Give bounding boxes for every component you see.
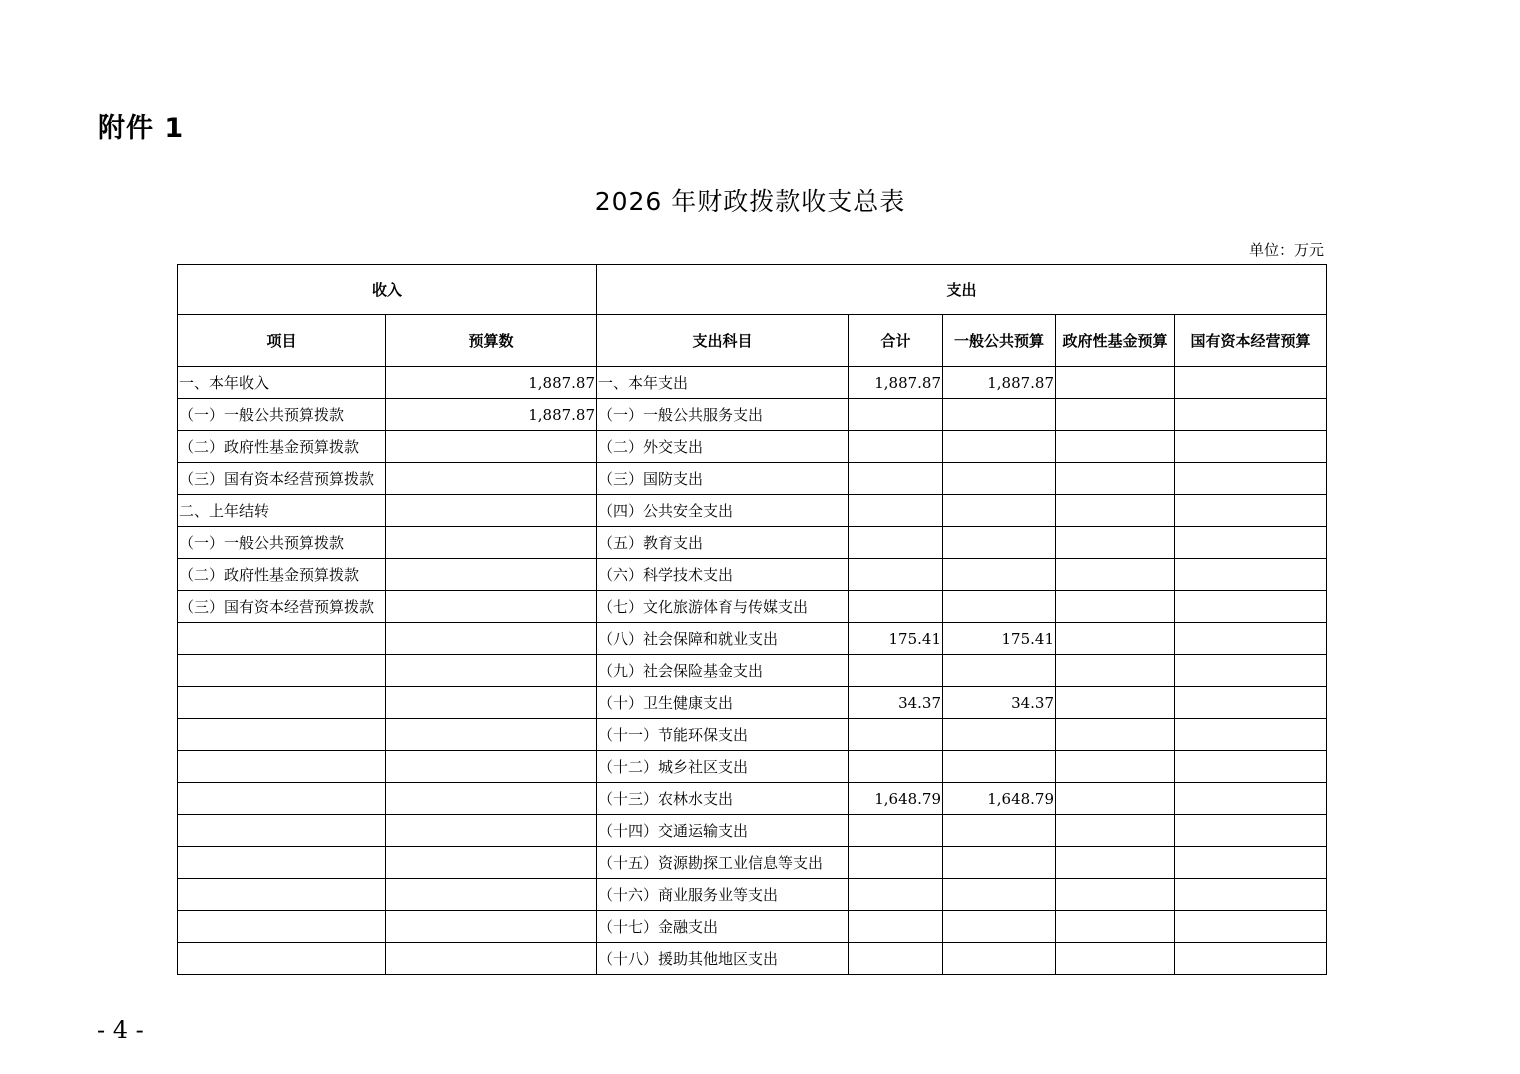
- state-capital-budget-cell: [1175, 719, 1327, 751]
- expense-subject-cell: （八）社会保障和就业支出: [597, 623, 849, 655]
- table-row: [178, 591, 1327, 623]
- income-item-cell: [178, 815, 386, 847]
- item-column-header: 项目: [178, 315, 386, 367]
- income-item-cell: [178, 847, 386, 879]
- income-budget-cell: [386, 943, 597, 975]
- government-fund-budget-cell: [1056, 815, 1175, 847]
- income-budget-cell: [386, 591, 597, 623]
- expense-subject-cell: （十一）节能环保支出: [597, 719, 849, 751]
- income-item-cell: （二）政府性基金预算拨款: [178, 431, 386, 463]
- table-row: [178, 527, 1327, 559]
- government-fund-budget-cell: [1056, 591, 1175, 623]
- income-item-cell: [178, 879, 386, 911]
- total-cell: [849, 719, 943, 751]
- total-column-header: 合计: [849, 315, 943, 367]
- expense-subject-cell: （十三）农林水支出: [597, 783, 849, 815]
- general-public-budget-cell: [943, 943, 1056, 975]
- income-item-cell: （一）一般公共预算拨款: [178, 527, 386, 559]
- income-budget-cell: [386, 687, 597, 719]
- government-fund-budget-cell: [1056, 495, 1175, 527]
- state-capital-budget-cell: [1175, 431, 1327, 463]
- state-capital-budget-cell: [1175, 943, 1327, 975]
- expense-subject-cell: （一）一般公共服务支出: [597, 399, 849, 431]
- state-capital-budget-cell: [1175, 783, 1327, 815]
- total-cell: [849, 591, 943, 623]
- general-public-budget-cell: [943, 399, 1056, 431]
- general-public-budget-cell: [943, 431, 1056, 463]
- table-row: [178, 847, 1327, 879]
- income-item-cell: [178, 623, 386, 655]
- income-item-cell: [178, 655, 386, 687]
- total-cell: [849, 943, 943, 975]
- table-row: [178, 751, 1327, 783]
- page-title: 2026 年财政拨款收支总表: [594, 187, 906, 216]
- state-capital-budget-cell: [1175, 655, 1327, 687]
- state-capital-budget-cell: [1175, 367, 1327, 399]
- state-capital-budget-cell: [1175, 847, 1327, 879]
- table-row: [178, 943, 1327, 975]
- income-budget-cell: 1,887.87: [386, 367, 597, 399]
- total-cell: [849, 879, 943, 911]
- government-fund-budget-cell: [1056, 431, 1175, 463]
- state-capital-budget-cell: [1175, 527, 1327, 559]
- income-budget-cell: [386, 847, 597, 879]
- state-capital-budget-cell: [1175, 463, 1327, 495]
- table-row: [178, 431, 1327, 463]
- government-fund-budget-cell: [1056, 655, 1175, 687]
- table-row: [178, 399, 1327, 431]
- income-budget-cell: [386, 623, 597, 655]
- total-cell: [849, 815, 943, 847]
- state-capital-budget-cell: [1175, 559, 1327, 591]
- table-row: [178, 463, 1327, 495]
- general-public-budget-cell: 1,887.87: [943, 367, 1056, 399]
- page-number: - 4 -: [97, 1016, 144, 1044]
- income-budget-cell: [386, 527, 597, 559]
- state-capital-budget-cell: [1175, 751, 1327, 783]
- income-item-cell: （三）国有资本经营预算拨款: [178, 463, 386, 495]
- total-cell: [849, 527, 943, 559]
- total-cell: [849, 559, 943, 591]
- general-public-budget-cell: [943, 911, 1056, 943]
- income-item-cell: [178, 943, 386, 975]
- expense-subject-cell: 一、本年支出: [597, 367, 849, 399]
- income-header: 收入: [178, 265, 597, 315]
- table-row: [178, 719, 1327, 751]
- expense-subject-cell: （九）社会保险基金支出: [597, 655, 849, 687]
- table-body: [178, 367, 1327, 975]
- general-public-budget-cell: [943, 719, 1056, 751]
- income-item-cell: [178, 719, 386, 751]
- table-row: [178, 623, 1327, 655]
- expense-subject-cell: （二）外交支出: [597, 431, 849, 463]
- income-item-cell: 二、上年结转: [178, 495, 386, 527]
- government-fund-budget-cell: [1056, 783, 1175, 815]
- income-item-cell: [178, 687, 386, 719]
- expense-subject-cell: （七）文化旅游体育与传媒支出: [597, 591, 849, 623]
- income-item-cell: （一）一般公共预算拨款: [178, 399, 386, 431]
- government-fund-budget-cell: [1056, 463, 1175, 495]
- total-cell: 1,887.87: [849, 367, 943, 399]
- expense-subject-cell: （十四）交通运输支出: [597, 815, 849, 847]
- total-cell: [849, 911, 943, 943]
- general-public-budget-cell: [943, 463, 1056, 495]
- expense-subject-cell: （十八）援助其他地区支出: [597, 943, 849, 975]
- state-capital-budget-cell: [1175, 591, 1327, 623]
- table-row: [178, 783, 1327, 815]
- income-item-cell: （二）政府性基金预算拨款: [178, 559, 386, 591]
- table-row: [178, 815, 1327, 847]
- table-row: [178, 559, 1327, 591]
- income-item-cell: [178, 911, 386, 943]
- income-budget-cell: [386, 495, 597, 527]
- government-fund-budget-cell: [1056, 367, 1175, 399]
- government-fund-budget-cell: [1056, 719, 1175, 751]
- general-public-budget-cell: 175.41: [943, 623, 1056, 655]
- expense-subject-cell: （十二）城乡社区支出: [597, 751, 849, 783]
- expense-subject-cell: （十）卫生健康支出: [597, 687, 849, 719]
- government-fund-budget-cell: [1056, 559, 1175, 591]
- general-public-budget-cell: [943, 751, 1056, 783]
- state-capital-budget-cell: [1175, 399, 1327, 431]
- total-cell: [849, 463, 943, 495]
- state-capital-budget-cell: [1175, 623, 1327, 655]
- total-cell: [849, 751, 943, 783]
- expense-subject-cell: （十五）资源勘探工业信息等支出: [597, 847, 849, 879]
- state-capital-budget-cell: [1175, 495, 1327, 527]
- budget-column-header: 预算数: [386, 315, 597, 367]
- expense-subject-cell: （四）公共安全支出: [597, 495, 849, 527]
- general-public-budget-cell: [943, 527, 1056, 559]
- expense-subject-cell: （十六）商业服务业等支出: [597, 879, 849, 911]
- general-public-budget-cell: [943, 879, 1056, 911]
- general-public-budget-cell: [943, 847, 1056, 879]
- income-item-cell: 一、本年收入: [178, 367, 386, 399]
- total-cell: [849, 847, 943, 879]
- general-public-budget-cell: [943, 655, 1056, 687]
- total-cell: [849, 495, 943, 527]
- general-public-budget-cell: 34.37: [943, 687, 1056, 719]
- government-fund-budget-cell: [1056, 687, 1175, 719]
- general-public-budget-cell: [943, 495, 1056, 527]
- table-row: [178, 655, 1327, 687]
- state-capital-budget-cell: [1175, 687, 1327, 719]
- state-capital-budget-cell: [1175, 911, 1327, 943]
- government-fund-budget-cell: [1056, 943, 1175, 975]
- general-public-budget-cell: [943, 591, 1056, 623]
- income-budget-cell: [386, 431, 597, 463]
- expenditure-header: 支出: [597, 265, 1327, 315]
- income-item-cell: [178, 783, 386, 815]
- expense-subject-cell: （三）国防支出: [597, 463, 849, 495]
- general-public-budget-cell: [943, 559, 1056, 591]
- general-public-budget-cell: [943, 815, 1056, 847]
- income-budget-cell: [386, 559, 597, 591]
- total-cell: 1,648.79: [849, 783, 943, 815]
- table-row: [178, 879, 1327, 911]
- table-row: [178, 495, 1327, 527]
- header-row-columns: [178, 315, 1327, 367]
- state-capital-budget-cell: [1175, 815, 1327, 847]
- expense-subject-cell: （五）教育支出: [597, 527, 849, 559]
- government-fund-budget-cell: [1056, 911, 1175, 943]
- income-budget-cell: [386, 815, 597, 847]
- government-fund-budget-cell: [1056, 879, 1175, 911]
- budget-table: [177, 264, 1327, 975]
- government-fund-budget-column-header: 政府性基金预算: [1056, 315, 1175, 367]
- attachment-label: 附件 1: [98, 113, 185, 144]
- general-public-budget-cell: 1,648.79: [943, 783, 1056, 815]
- government-fund-budget-cell: [1056, 399, 1175, 431]
- income-budget-cell: [386, 655, 597, 687]
- state-capital-budget-cell: [1175, 879, 1327, 911]
- table-row: [178, 911, 1327, 943]
- government-fund-budget-cell: [1056, 847, 1175, 879]
- table-row: [178, 687, 1327, 719]
- government-fund-budget-cell: [1056, 751, 1175, 783]
- income-budget-cell: 1,887.87: [386, 399, 597, 431]
- expense-subject-cell: （十七）金融支出: [597, 911, 849, 943]
- income-budget-cell: [386, 879, 597, 911]
- table-row: [178, 367, 1327, 399]
- income-item-cell: （三）国有资本经营预算拨款: [178, 591, 386, 623]
- total-cell: 175.41: [849, 623, 943, 655]
- unit-label: 单位：万元: [1248, 241, 1324, 259]
- income-budget-cell: [386, 911, 597, 943]
- expense-subject-cell: （六）科学技术支出: [597, 559, 849, 591]
- total-cell: [849, 431, 943, 463]
- total-cell: [849, 399, 943, 431]
- income-budget-cell: [386, 463, 597, 495]
- government-fund-budget-cell: [1056, 623, 1175, 655]
- expense-subject-column-header: 支出科目: [597, 315, 849, 367]
- general-public-budget-column-header: 一般公共预算: [943, 315, 1056, 367]
- header-row-sections: [178, 265, 1327, 315]
- total-cell: [849, 655, 943, 687]
- income-budget-cell: [386, 719, 597, 751]
- total-cell: 34.37: [849, 687, 943, 719]
- income-budget-cell: [386, 751, 597, 783]
- government-fund-budget-cell: [1056, 527, 1175, 559]
- state-capital-budget-column-header: 国有资本经营预算: [1175, 315, 1327, 367]
- income-budget-cell: [386, 783, 597, 815]
- income-item-cell: [178, 751, 386, 783]
